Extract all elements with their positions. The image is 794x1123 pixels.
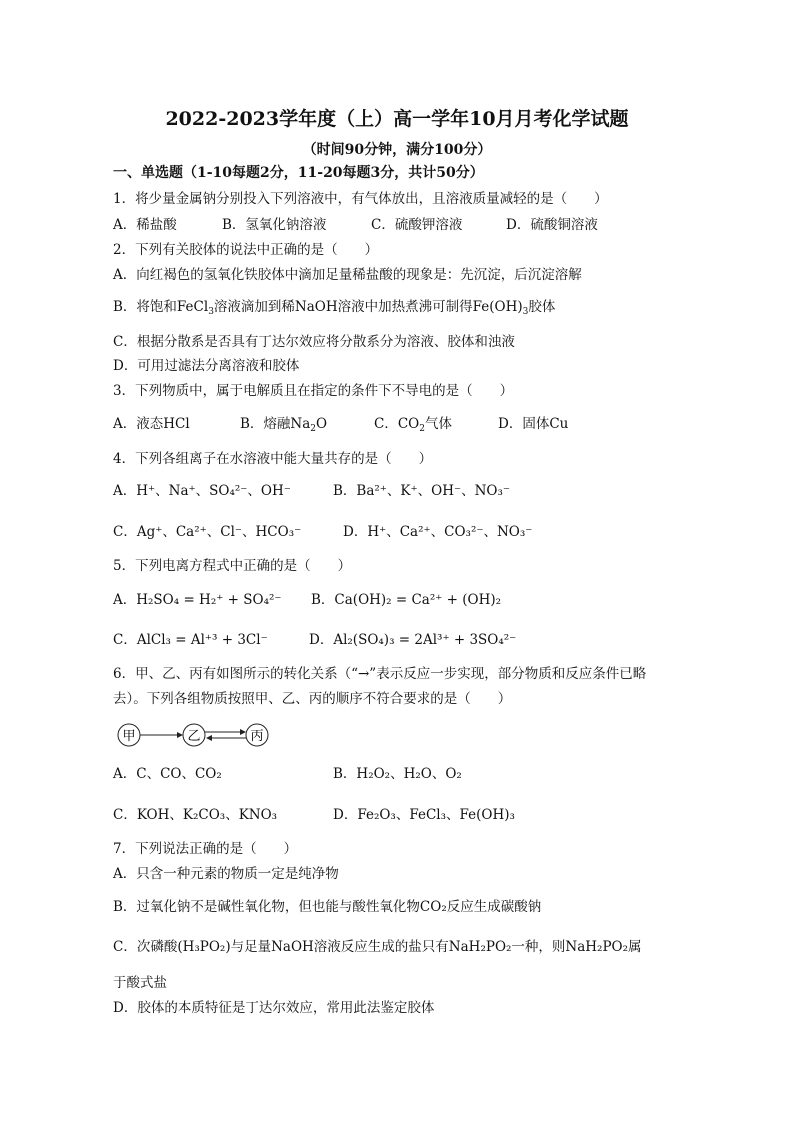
q3-option-c-text: C．CO [374, 416, 420, 432]
q5-stem: 5．下列电离方程式中正确的是（ ） [113, 558, 352, 574]
arrowhead-jia-to-yi [177, 732, 183, 738]
q7-option-b: B．过氧化钠不是碱性氧化物，但也能与酸性氧化物CO₂反应生成碳酸钠 [113, 899, 542, 915]
node-yi-label: 乙 [187, 729, 201, 744]
q4-stem: 4．下列各组离子在水溶液中能大量共存的是（ ） [113, 451, 433, 467]
q2-option-d: D．可用过滤法分离溶液和胶体 [113, 358, 300, 374]
q6-option-b: B．H₂O₂、H₂O、O₂ [333, 766, 462, 782]
q4-option-c: C．Ag⁺、Ca²⁺、Cl⁻、HCO₃⁻ [113, 524, 302, 540]
q2-stem: 2．下列有关胶体的说法中正确的是（ ） [113, 242, 379, 258]
q2-option-a: A．向红褐色的氢氧化铁胶体中滴加足量稀盐酸的现象是：先沉淀，后沉淀溶解 [113, 267, 582, 283]
q5-option-d: D．Al₂(SO₄)₃ = 2Al³⁺ + 3SO₄²⁻ [309, 632, 517, 648]
node-jia-label: 甲 [122, 729, 136, 744]
q3-option-b: B．熔融$Na_2O$ [240, 416, 328, 434]
q7-option-c-line2: 于酸式盐 [113, 975, 167, 991]
q6-stem-line1: 6．甲、乙、丙有如图所示的转化关系（“→”表示反应一步实现，部分物质和反应条件已略 [113, 666, 647, 682]
q4-option-a: A．H⁺、Na⁺、SO₄²⁻、OH⁻ [113, 483, 291, 499]
q7-option-a: A．只含一种元素的物质一定是纯净物 [113, 866, 339, 882]
q1-option-c: C．硫酸钾溶液 [371, 217, 463, 233]
q3-option-c-tail: 气体 [424, 416, 452, 432]
q1-option-d: D．硫酸铜溶液 [506, 217, 598, 233]
q1-stem: 1．将少量金属钠分别投入下列溶液中，有气体放出，且溶液质量减轻的是（ ） [113, 191, 608, 207]
q4-option-b: B．Ba²⁺、K⁺、OH⁻、NO₃⁻ [333, 483, 511, 499]
arrowhead-yi-to-bing [240, 729, 246, 735]
q3-option-b-tail: O [316, 416, 328, 432]
q2-option-b-part1: B．将饱和FeCl [113, 299, 209, 315]
q3-option-c: C．$CO_2$气体 [374, 416, 452, 434]
exam-subtitle: （时间90分钟，满分100分） [302, 142, 492, 158]
q7-option-c-line1: C．次磷酸(H₃PO₂)与足量NaOH溶液反应生成的盐只有NaH₂PO₂一种，则NaH₂PO₂属 [113, 939, 642, 955]
q2-option-b-part3: 胶体 [528, 299, 556, 315]
q5-option-a: A．H₂SO₄ = H₂⁺ + SO₄²⁻ [113, 592, 282, 608]
q2-option-b: B．将饱和FeCl$_3$溶液滴加到稀NaOH溶液中加热煮沸可制得$Fe(OH)_3$胶体 [113, 299, 556, 317]
q6-option-c: C．KOH、K₂CO₃、KNO₃ [113, 807, 278, 823]
q7-stem: 7．下列说法正确的是（ ） [113, 841, 298, 857]
q5-option-c: C．AlCl₃ = Al⁺³ + 3Cl⁻ [113, 632, 268, 648]
q6-stem-line2: 去）。下列各组物质按照甲、乙、丙的顺序不符合要求的是（ ） [113, 691, 512, 707]
exam-title: 2022-2023学年度（上）高一学年10月月考化学试题 [165, 108, 629, 130]
q3-option-b-text: B．熔融Na [240, 416, 311, 432]
q1-option-b: B．氢氧化钠溶液 [222, 217, 327, 233]
q1-option-a: A．稀盐酸 [113, 217, 177, 233]
node-bing-label: 丙 [250, 729, 264, 744]
q6-option-d: D．Fe₂O₃、FeCl₃、Fe(OH)₃ [333, 807, 515, 823]
q6-option-a: A．C、CO、CO₂ [113, 766, 222, 782]
arrowhead-bing-to-yi [206, 735, 212, 741]
q2-option-b-part2: 溶液滴加到稀NaOH溶液中加热煮沸可制得Fe(OH) [213, 299, 523, 315]
q3-option-d: D．固体Cu [498, 416, 569, 432]
conversion-diagram [116, 722, 276, 750]
q2-option-c: C．根据分散系是否具有丁达尔效应将分散系分为溶液、胶体和浊液 [113, 334, 515, 350]
q7-option-d: D．胶体的本质特征是丁达尔效应，常用此法鉴定胶体 [113, 1000, 435, 1016]
q3-option-a: A．液态HCl [113, 416, 190, 432]
q5-option-b: B．Ca(OH)₂ = Ca²⁺ + (OH)₂ [311, 592, 502, 608]
q4-option-d: D．H⁺、Ca²⁺、CO₃²⁻、NO₃⁻ [343, 524, 533, 540]
q3-stem: 3．下列物质中，属于电解质且在指定的条件下不导电的是（ ） [113, 383, 514, 399]
section-heading: 一、单选题（1-10每题2分，11-20每题3分，共计50分） [113, 165, 484, 181]
